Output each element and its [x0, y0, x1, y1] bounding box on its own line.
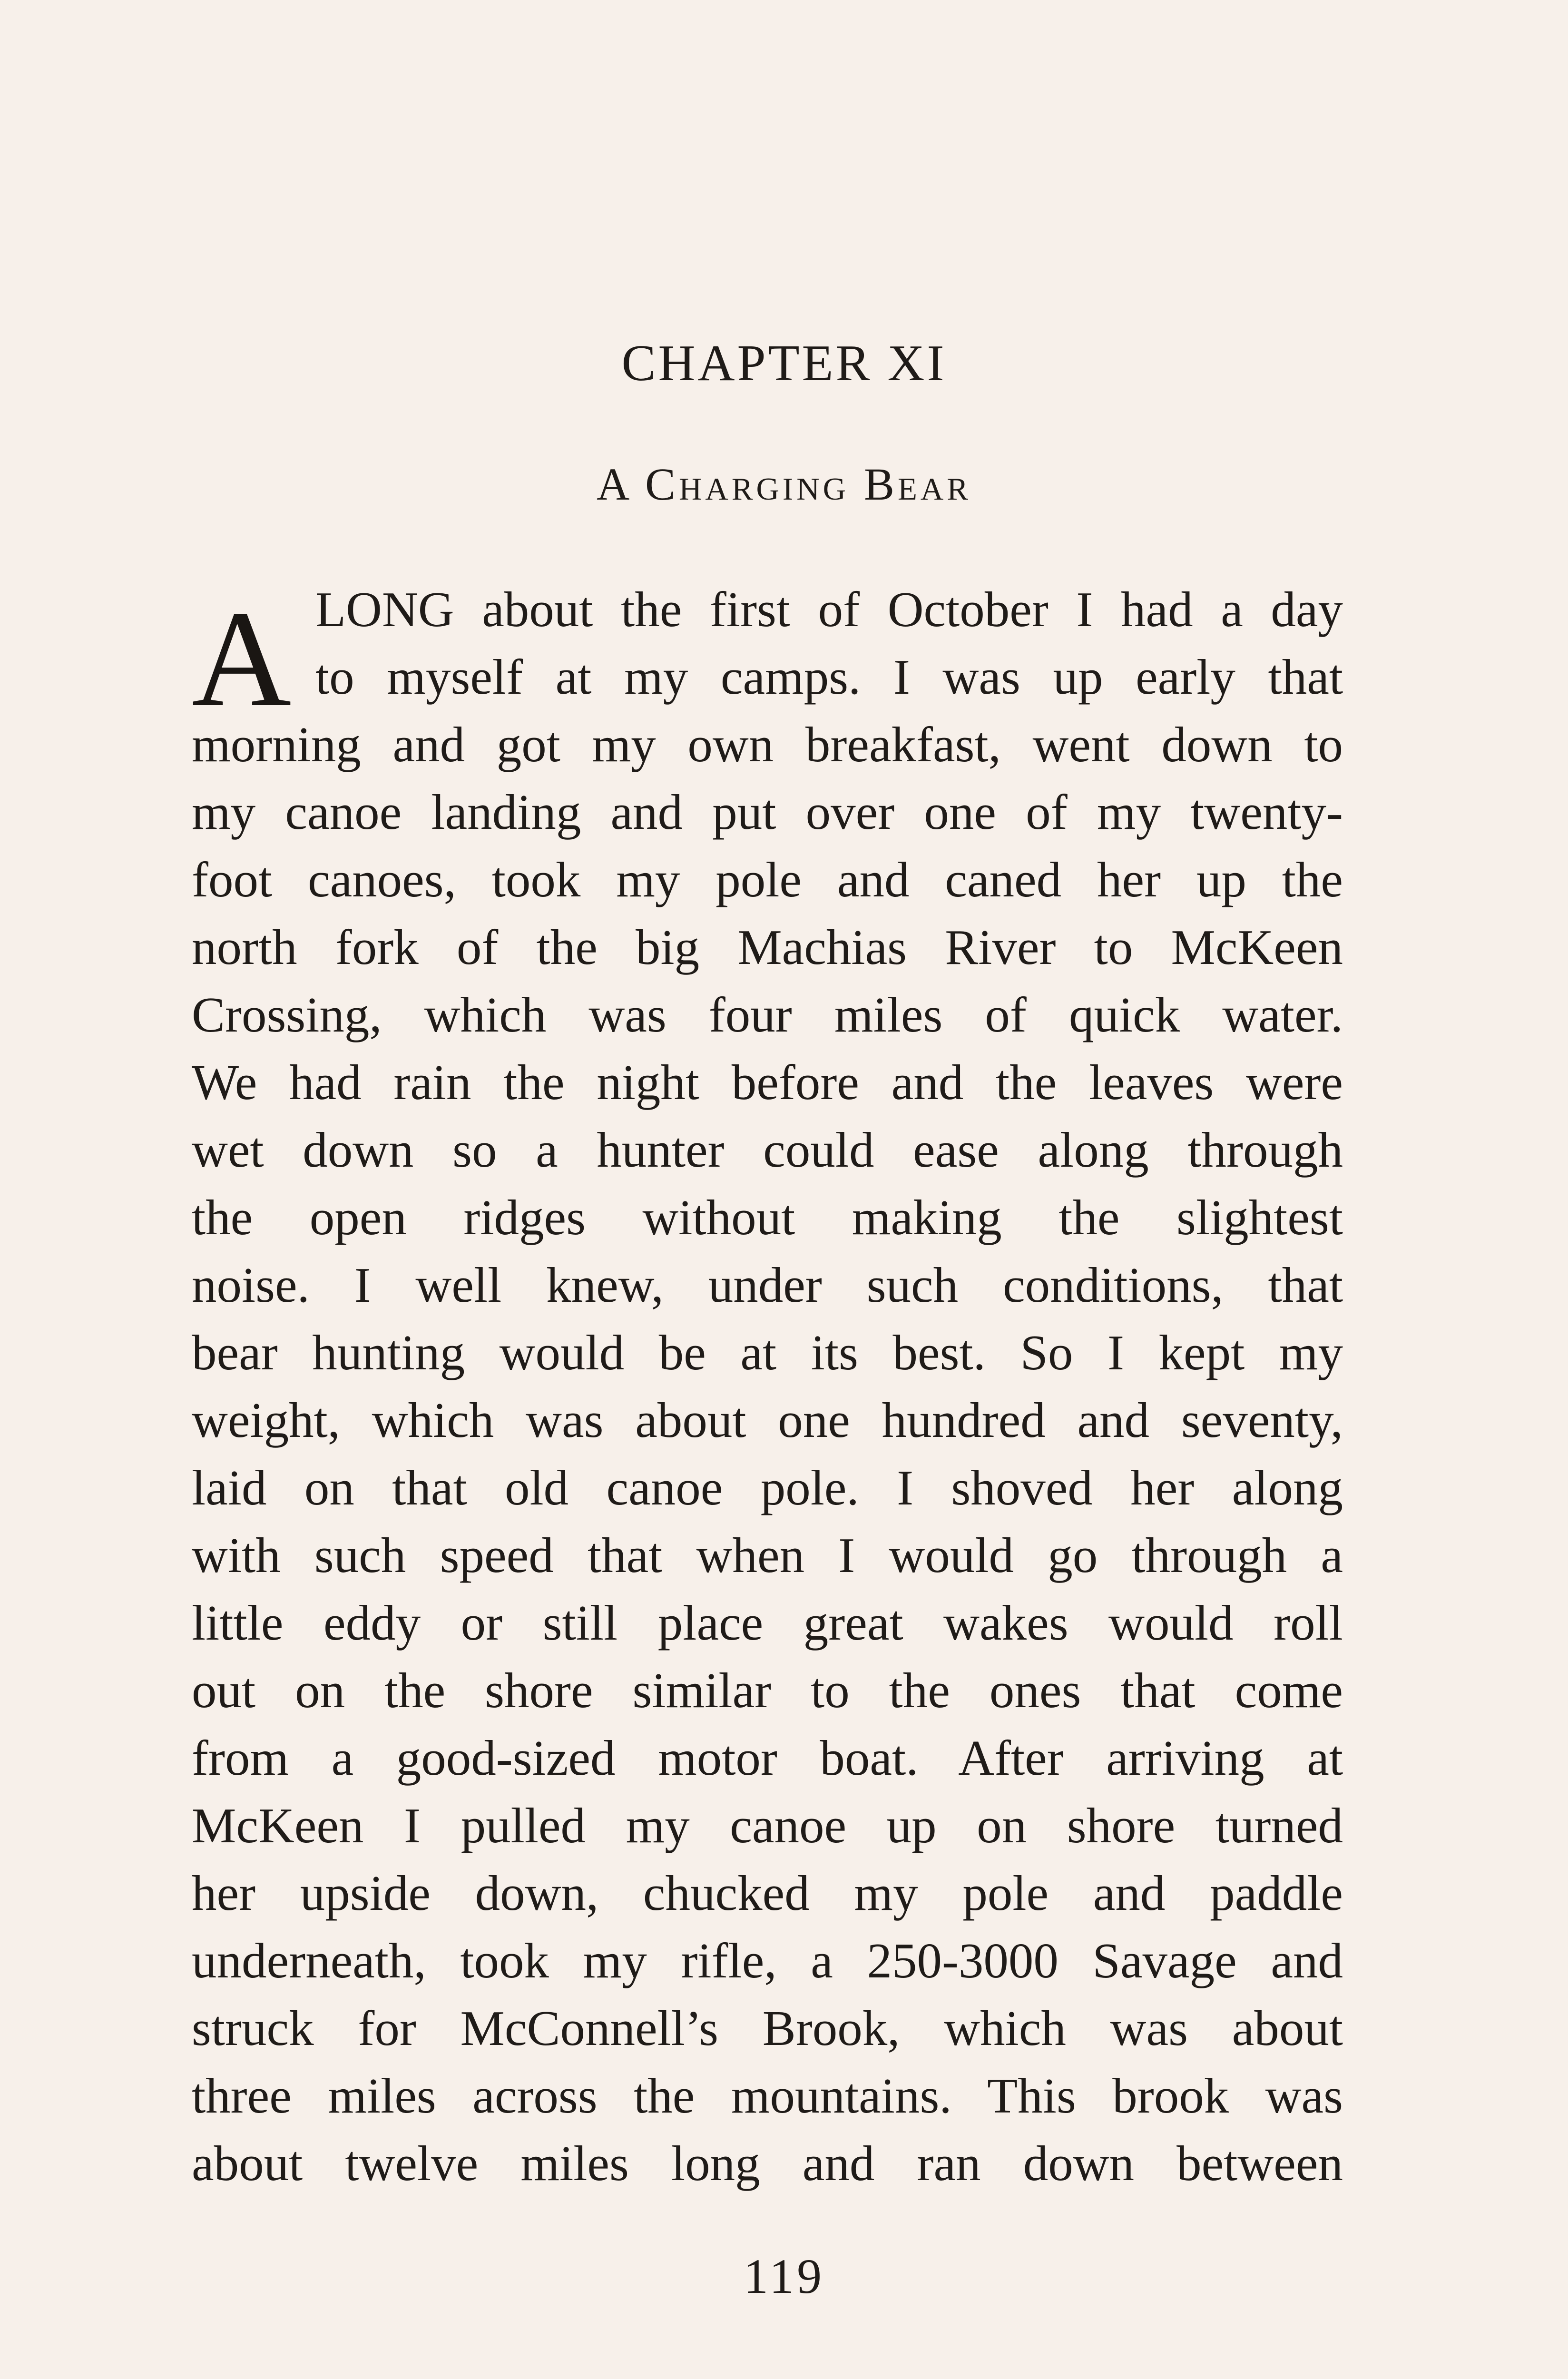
chapter-title: CHAPTER XI — [621, 335, 947, 392]
text-line: Crossing, which was four miles of quick water. — [192, 987, 1343, 1042]
text-line: about twelve miles long and ran down between — [192, 2135, 1343, 2191]
text-line: from a good-sized motor boat. After arriving at — [192, 1730, 1343, 1786]
text-line: north fork of the big Machias River to McKeen — [192, 919, 1343, 975]
text-line: with such speed that when I would go through a — [192, 1527, 1343, 1583]
chapter-subtitle: A Charging Bear — [596, 459, 972, 510]
text-line: morning and got my own breakfast, went down to — [192, 717, 1343, 772]
text-line: LONG about the first of October I had a day — [315, 581, 1343, 637]
page-number: 119 — [743, 2249, 825, 2304]
text-line: McKeen I pulled my canoe up on shore turned — [192, 1798, 1343, 1853]
text-line: little eddy or still place great wakes would roll — [192, 1595, 1343, 1651]
text-line: foot canoes, took my pole and caned her up the — [192, 852, 1343, 907]
text-line: the open ridges without making the slightest — [192, 1190, 1343, 1245]
text-line: to myself at my camps. I was up early that — [315, 649, 1343, 705]
text-line: struck for McConnell’s Brook, which was about — [192, 2000, 1343, 2056]
text-line: three miles across the mountains. This brook was — [192, 2068, 1343, 2123]
text-line: weight, which was about one hundred and seventy, — [192, 1392, 1343, 1448]
drop-cap: A — [192, 582, 292, 735]
text-line: underneath, took my rifle, a 250-3000 Savage and — [192, 1933, 1343, 1988]
text-line: my canoe landing and put over one of my twenty- — [192, 784, 1343, 840]
chapter-body — [192, 576, 1343, 2236]
text-line: laid on that old canoe pole. I shoved her along — [192, 1460, 1343, 1515]
text-line: noise. I well knew, under such conditions, that — [192, 1257, 1343, 1313]
text-line: bear hunting would be at its best. So I kept my — [192, 1325, 1343, 1380]
text-line: We had rain the night before and the leaves were — [192, 1054, 1343, 1110]
text-line: wet down so a hunter could ease along through — [192, 1122, 1343, 1178]
text-line: out on the shore similar to the ones that come — [192, 1662, 1343, 1718]
text-line: her upside down, chucked my pole and paddle — [192, 1865, 1343, 1921]
